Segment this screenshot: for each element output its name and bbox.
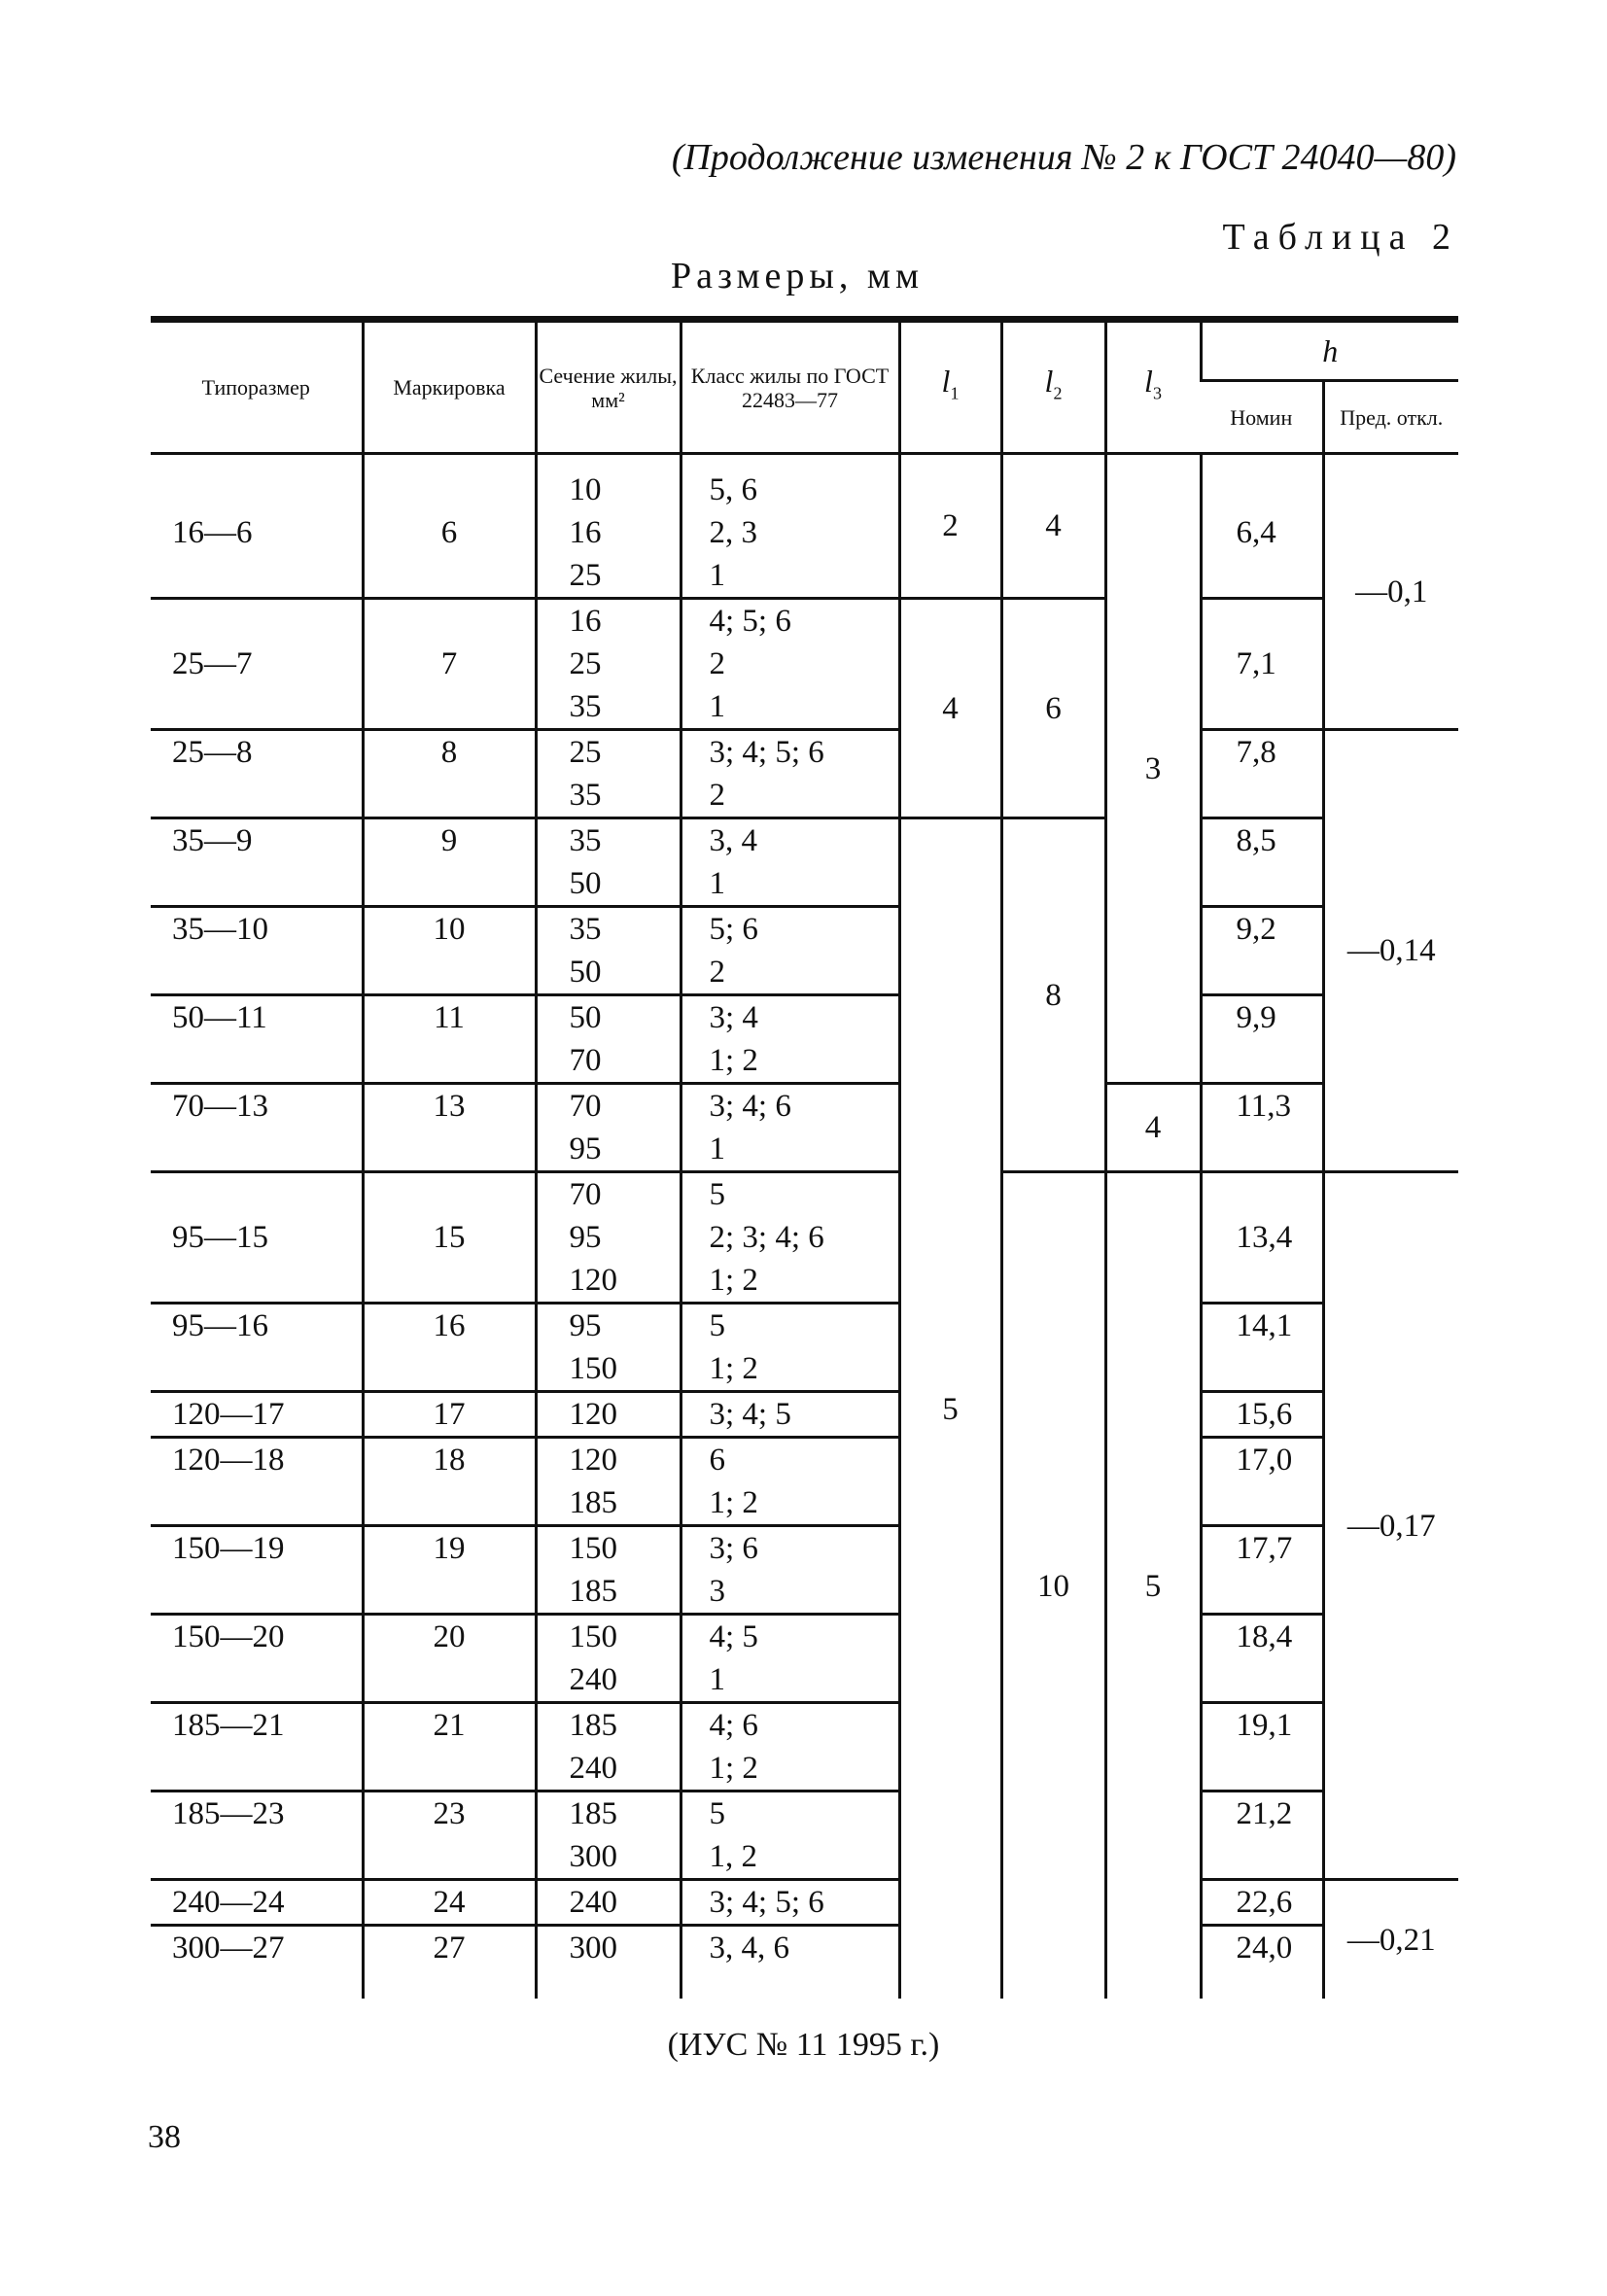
cell-h-nom: 13,4 [1201,1172,1323,1304]
cell-mark: 7 [363,599,536,730]
cell-section-line: 70 [569,1043,602,1078]
table-row [151,818,1458,907]
cell-class-line: 2 [709,646,725,681]
cell-type: 35—9 [151,818,363,907]
cell-section-line: 25 [569,558,602,593]
cell-h-nom: 8,5 [1201,818,1323,907]
cell-class-line: 1 [709,1131,725,1166]
cell-class-line: 3; 4 [709,1000,758,1035]
cell-l3: 5 [1105,1172,1201,2000]
cell-mark: 21 [363,1703,536,1792]
cell-h-nom: 14,1 [1201,1304,1323,1392]
col-header-section: Сечение жилы, мм² [536,320,681,454]
cell-section [536,818,681,907]
cell-h-dev: —0,1 [1323,454,1458,730]
cell-section-line: 10 [569,472,602,507]
cell-type: 95—16 [151,1304,363,1392]
ius-reference: (ИУС № 11 1995 г.) [667,2027,940,2063]
cell-mark: 6 [363,454,536,599]
table-row [151,1172,1458,1304]
cell-class [681,1172,899,1304]
col-header-l1: $l_1$ [899,320,1001,454]
cell-mark: 16 [363,1304,536,1392]
cell-h-nom: 21,2 [1201,1792,1323,1880]
cell-l2: 6 [1001,599,1105,818]
table-row [151,1703,1458,1792]
cell-l2: 8 [1001,818,1105,1172]
cell-section-line: 95 [569,1220,602,1255]
cell-h-nom: 24,0 [1201,1926,1323,2000]
cell-section-line: 185 [569,1796,617,1831]
cell-section [536,1172,681,1304]
cell-class-line: 1; 2 [709,1351,758,1386]
cell-class-line: 3; 4; 6 [709,1089,791,1124]
cell-section [536,454,681,599]
cell-mark: 10 [363,907,536,995]
cell-section-line: 120 [569,1397,617,1432]
cell-mark: 19 [363,1526,536,1615]
cell-section-line: 25 [569,735,602,770]
cell-class-line: 5 [709,1177,725,1212]
dimensions-title: Размеры, мм [671,256,925,296]
cell-h-nom: 15,6 [1201,1392,1323,1438]
cell-class [681,995,899,1084]
cell-h-nom: 9,9 [1201,995,1323,1084]
cell-class-line: 2; 3; 4; 6 [709,1220,824,1255]
cell-section [536,1438,681,1526]
cell-class [681,454,899,599]
cell-class-line: 1 [709,1662,725,1697]
col-header-type: Типоразмер [151,320,363,454]
cell-section [536,1615,681,1703]
col-header-l3: $l_3$ [1105,320,1201,454]
cell-mark: 27 [363,1926,536,2000]
cell-class [681,1880,899,1926]
cell-l3: 3 [1105,454,1201,1084]
cell-mark: 24 [363,1880,536,1926]
cell-section-line: 300 [569,1839,617,1874]
cell-section-line: 120 [569,1443,617,1478]
cell-type: 120—17 [151,1392,363,1438]
cell-class-line: 2 [709,955,725,990]
cell-class-line: 1 [709,558,725,593]
cell-section [536,907,681,995]
cell-h-dev: —0,21 [1323,1880,1458,2000]
cell-class-line: 5 [709,1308,725,1343]
cell-l1: 5 [899,818,1001,2000]
cell-mark: 11 [363,995,536,1084]
cell-h-nom: 18,4 [1201,1615,1323,1703]
cell-section-line: 25 [569,646,602,681]
cell-section-line: 70 [569,1089,602,1124]
cell-h-dev: —0,17 [1323,1172,1458,1880]
cell-section-line: 185 [569,1574,617,1609]
cell-class-line: 1; 2 [709,1263,758,1298]
cell-class-line: 3 [709,1574,725,1609]
table-row [151,599,1458,730]
cell-section [536,1880,681,1926]
cell-type: 25—7 [151,599,363,730]
cell-h-dev: —0,14 [1323,730,1458,1172]
col-header-h-nom: Номин [1201,381,1323,454]
cell-type: 16—6 [151,454,363,599]
cell-class-line: 4; 5 [709,1619,758,1654]
cell-class-line: 3, 4 [709,823,757,858]
cell-type: 70—13 [151,1084,363,1172]
cell-class-line: 4; 5; 6 [709,604,791,639]
dimensions-table-wrapper [151,316,1458,1999]
continuation-header: (Продолжение изменения № 2 к ГОСТ 24040—80) [671,137,1456,178]
cell-h-nom: 9,2 [1201,907,1323,995]
cell-section [536,1526,681,1615]
cell-mark: 17 [363,1392,536,1438]
cell-class-line: 2 [709,778,725,813]
table-row [151,1926,1458,2000]
cell-class [681,1792,899,1880]
cell-class-line: 3, 4, 6 [709,1931,789,1966]
cell-h-nom: 17,0 [1201,1438,1323,1526]
table-row [151,454,1458,599]
cell-class [681,1084,899,1172]
cell-section-line: 150 [569,1531,617,1566]
cell-mark: 23 [363,1792,536,1880]
cell-mark: 15 [363,1172,536,1304]
dimensions-table [151,316,1458,1999]
cell-type: 300—27 [151,1926,363,2000]
table-row [151,1526,1458,1615]
cell-section-line: 50 [569,1000,602,1035]
cell-l2: 10 [1001,1172,1105,2000]
cell-section-line: 35 [569,912,602,947]
cell-h-nom: 22,6 [1201,1880,1323,1926]
cell-class-line: 1 [709,689,725,724]
cell-h-nom: 6,4 [1201,454,1323,599]
cell-l1: 2 [899,454,1001,599]
cell-type: 185—23 [151,1792,363,1880]
cell-class-line: 5; 6 [709,912,758,947]
cell-section-line: 35 [569,689,602,724]
cell-h-nom: 11,3 [1201,1084,1323,1172]
table-row [151,1880,1458,1926]
table-row [151,1084,1458,1172]
cell-class-line: 6 [709,1443,725,1478]
cell-class [681,730,899,818]
cell-class-line: 1; 2 [709,1485,758,1520]
cell-class [681,1304,899,1392]
cell-type: 120—18 [151,1438,363,1526]
cell-class [681,1526,899,1615]
cell-h-nom: 7,8 [1201,730,1323,818]
table-row [151,1792,1458,1880]
cell-section-line: 95 [569,1131,602,1166]
cell-section-line: 120 [569,1263,617,1298]
cell-section-line: 185 [569,1708,617,1743]
cell-section-line: 70 [569,1177,602,1212]
cell-class-line: 3; 4; 5; 6 [709,1885,824,1920]
table-row [151,1392,1458,1438]
cell-section-line: 16 [569,515,602,550]
cell-type: 95—15 [151,1172,363,1304]
cell-section [536,995,681,1084]
col-header-l2: $l_2$ [1001,320,1105,454]
cell-mark: 9 [363,818,536,907]
cell-type: 185—21 [151,1703,363,1792]
cell-class-line: 5, 6 [709,472,757,507]
cell-l2: 4 [1001,454,1105,599]
cell-section [536,730,681,818]
cell-type: 25—8 [151,730,363,818]
cell-class-line: 3; 4; 5 [709,1397,791,1432]
table-row [151,1615,1458,1703]
cell-h-nom: 19,1 [1201,1703,1323,1792]
cell-section-line: 185 [569,1485,617,1520]
table-row [151,730,1458,818]
cell-class [681,1703,899,1792]
cell-section [536,1703,681,1792]
cell-type: 35—10 [151,907,363,995]
cell-mark: 13 [363,1084,536,1172]
cell-section [536,1926,681,2000]
col-header-mark: Маркировка [363,320,536,454]
cell-section [536,1792,681,1880]
cell-class-line: 1; 2 [709,1751,758,1786]
cell-class-line: 5 [709,1796,725,1831]
cell-h-nom: 17,7 [1201,1526,1323,1615]
cell-mark: 18 [363,1438,536,1526]
cell-class [681,1615,899,1703]
table-row [151,995,1458,1084]
cell-section-line: 35 [569,823,602,858]
cell-section-line: 16 [569,604,602,639]
cell-h-nom: 7,1 [1201,599,1323,730]
col-header-h-dev: Пред. откл. [1323,381,1458,454]
cell-type: 240—24 [151,1880,363,1926]
cell-section-line: 95 [569,1308,602,1343]
cell-class-line: 1, 2 [709,1839,757,1874]
cell-section-line: 50 [569,866,602,901]
col-header-h: h [1201,320,1458,381]
cell-class [681,818,899,907]
cell-section-line: 150 [569,1351,617,1386]
table-label: Таблица 2 [1222,217,1459,258]
table-row [151,1304,1458,1392]
cell-class [681,1926,899,2000]
cell-section-line: 240 [569,1662,617,1697]
cell-class [681,599,899,730]
cell-section [536,1392,681,1438]
table-row [151,1438,1458,1526]
cell-section-line: 300 [569,1931,617,1966]
cell-class [681,907,899,995]
table-row [151,907,1458,995]
cell-type: 150—20 [151,1615,363,1703]
cell-type: 150—19 [151,1526,363,1615]
cell-mark: 8 [363,730,536,818]
cell-l3: 4 [1105,1084,1201,1172]
cell-section-line: 35 [569,778,602,813]
cell-section [536,1084,681,1172]
cell-class-line: 3; 4; 5; 6 [709,735,824,770]
col-header-class: Класс жилы по ГОСТ 22483—77 [681,320,899,454]
cell-class [681,1392,899,1438]
page-number: 38 [148,2119,181,2155]
cell-section-line: 240 [569,1751,617,1786]
cell-section-line: 240 [569,1885,617,1920]
cell-class-line: 3; 6 [709,1531,758,1566]
cell-class [681,1438,899,1526]
cell-class-line: 1; 2 [709,1043,758,1078]
cell-mark: 20 [363,1615,536,1703]
cell-class-line: 4; 6 [709,1708,758,1743]
cell-type: 50—11 [151,995,363,1084]
cell-section [536,1304,681,1392]
cell-class-line: 2, 3 [709,515,757,550]
cell-section [536,599,681,730]
cell-class-line: 1 [709,866,725,901]
cell-section-line: 50 [569,955,602,990]
cell-section-line: 150 [569,1619,617,1654]
cell-l1: 4 [899,599,1001,818]
